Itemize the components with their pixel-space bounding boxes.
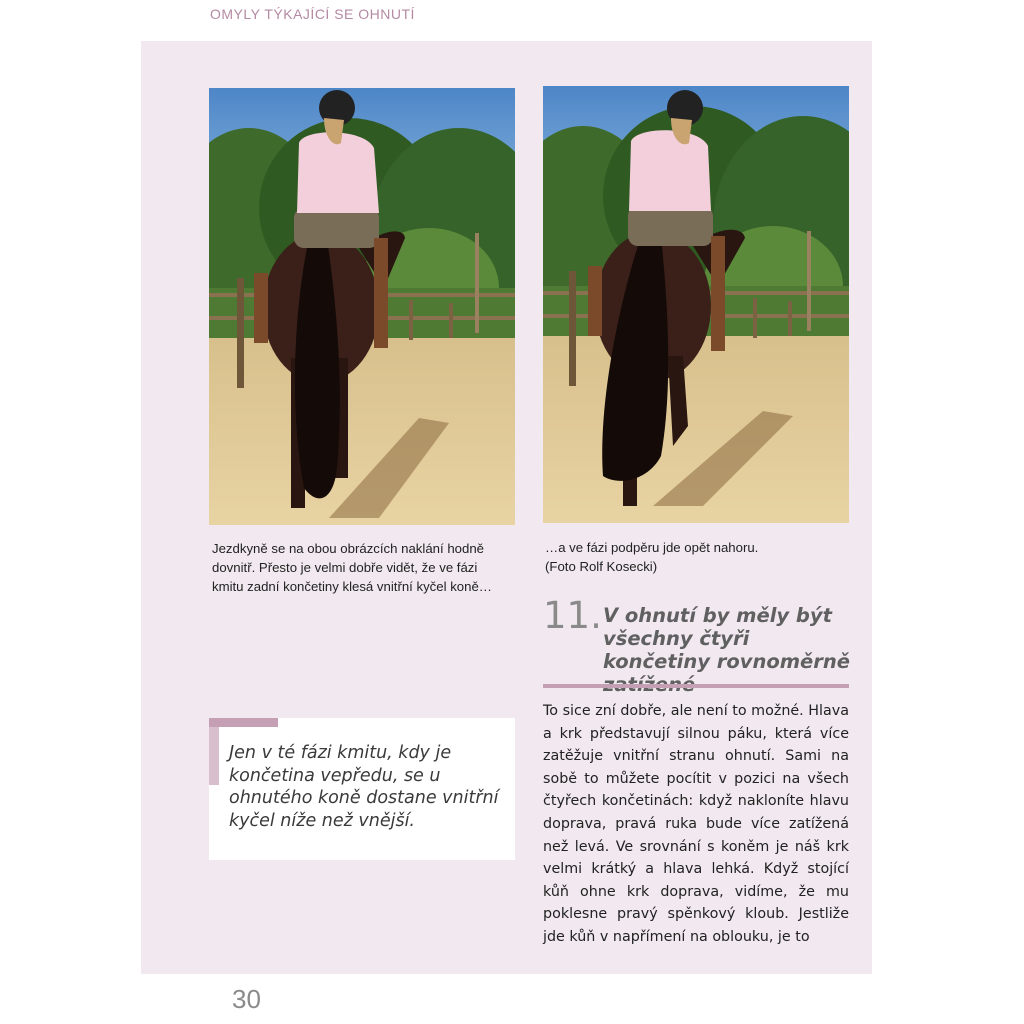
section-number: 11. bbox=[543, 594, 602, 637]
running-head: OMYLY TÝKAJÍCÍ SE OHNUTÍ bbox=[210, 6, 415, 22]
photo-rider-left-image bbox=[209, 88, 515, 525]
caption-left: Jezdkyně se na obou obrázcích naklání hodně dovnitř. Přesto je velmi dobře vidět, že ve fázi kmitu zadní končetiny klesá vnitřní kyčel koně… bbox=[212, 541, 492, 594]
photo-rider-right bbox=[543, 86, 849, 523]
photo-credit: (Foto Rolf Kosecki) bbox=[545, 559, 658, 574]
section-title: V ohnutí by měly být všechny čtyři končetiny rovnoměrně bbox=[603, 604, 850, 673]
photo-rider-right-image bbox=[543, 86, 849, 523]
pull-quote-bar bbox=[209, 727, 219, 785]
heading-rule bbox=[543, 684, 849, 688]
page-number: 30 bbox=[232, 984, 261, 1014]
body-text: To sice zní dobře, ale není to možné. Hlava a krk představují silnou páku, která více zatěžuje vnitřní stranu ohnutí. Sami na sobě to můžete pocítit v pozici na všech čtyřech končetinách: když nakloníte hlavu doprava, pravá ruka bude více zatížená než levá. Ve srovnání s koněm je náš krk velmi krátký a hlava lehká. Když stojící kůň ohne krk doprava, vidíme, že mu poklesne pravý spěnkový kloub. Jestliže jde kůň v napřímení na oblouku, je to bbox=[543, 703, 849, 945]
caption-right bbox=[545, 538, 845, 576]
caption-right-text: …a ve fázi podpěru jde opět nahoru. bbox=[545, 540, 759, 555]
photo-rider-left bbox=[209, 88, 515, 525]
pull-quote-text: Jen v té fázi kmitu, kdy je končetina vepředu, se u ohnutého koně dostane vnitřní kyčel níže než vnější. bbox=[229, 743, 499, 831]
pull-quote-tab bbox=[209, 718, 278, 727]
